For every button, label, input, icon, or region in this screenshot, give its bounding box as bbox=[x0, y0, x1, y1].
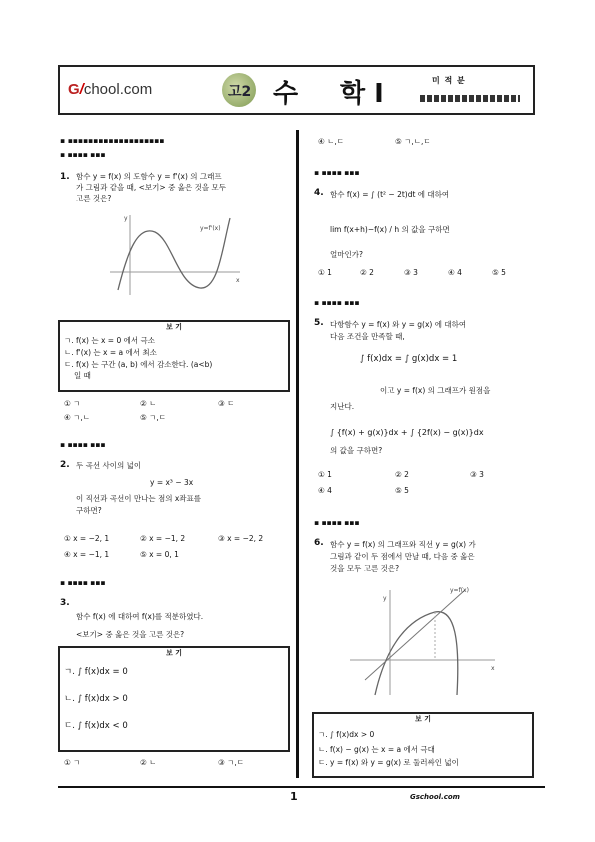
q1-number: 1. bbox=[60, 172, 70, 182]
q3-box-item-3: ㄷ. ∫ f(x)dx < 0 bbox=[64, 721, 128, 731]
q3-number: 3. bbox=[60, 598, 70, 608]
q2-number: 2. bbox=[60, 460, 70, 470]
q5-tag: ▪ ▪▪▪▪ ▪▪▪ bbox=[314, 298, 360, 307]
q4-text-3: 얼마인가? bbox=[330, 250, 363, 259]
q1-graph-y: y bbox=[124, 215, 128, 222]
subject-title-su: 수 bbox=[273, 79, 299, 109]
q1-option-3[interactable]: ③ ㄷ bbox=[218, 399, 235, 408]
q5-formula-2: ∫ {f(x) + g(x)}dx + ∫ {2f(x) − g(x)}dx bbox=[330, 428, 484, 437]
q3-box-title: 보 기 bbox=[166, 649, 182, 657]
q6-box-title: 보 기 bbox=[415, 715, 431, 723]
q1-option-2[interactable]: ② ㄴ bbox=[140, 399, 157, 408]
q5-text-2: 다음 조건을 만족할 때, bbox=[330, 332, 405, 341]
q3-text-1: 함수 f(x) 에 대하여 f(x)를 적분하였다. bbox=[76, 612, 204, 621]
unit-subtitle-bar bbox=[420, 95, 520, 102]
q1-graph-x: x bbox=[236, 277, 240, 284]
q6-text-3: 것을 모두 고른 것은? bbox=[330, 564, 400, 573]
q3-option-4[interactable]: ④ ㄴ,ㄷ bbox=[318, 137, 344, 146]
section-title: ▪ ▪▪▪▪▪▪▪▪▪▪▪▪▪▪▪▪▪▪▪ bbox=[60, 136, 165, 145]
subject-title-hak: 학 I bbox=[340, 79, 384, 109]
q1-box-item-2: ㄴ. f'(x) 는 x = a 에서 최소 bbox=[64, 348, 157, 357]
q1-graph-label: y=f'(x) bbox=[200, 225, 221, 232]
q3-option-2[interactable]: ② ㄴ bbox=[140, 758, 157, 767]
q1-tag: ▪ ▪▪▪▪ ▪▪▪ bbox=[60, 150, 106, 159]
brand-rest: chool.com bbox=[83, 81, 153, 98]
q6-graph-label: y=f(x) bbox=[450, 587, 469, 594]
q4-option-5[interactable]: ⑤ 5 bbox=[492, 268, 506, 277]
q1-graph bbox=[100, 210, 250, 300]
q4-text-1: 함수 f(x) = ∫ (t² − 2t)dt 에 대하여 bbox=[330, 190, 450, 199]
q5-text-3: 이고 y = f(x) 의 그래프가 원점을 bbox=[380, 386, 491, 395]
q6-text-2: 그림과 같이 두 점에서 만날 때, 다음 중 옳은 bbox=[330, 552, 475, 561]
q1-box-item-3: ㄷ. f(x) 는 구간 (a, b) 에서 감소한다. (a<b) bbox=[64, 360, 213, 369]
q6-box-item-3: ㄷ. y = f(x) 와 y = g(x) 로 둘러싸인 넓이 bbox=[318, 758, 459, 767]
q5-option-2[interactable]: ② 2 bbox=[395, 470, 409, 479]
column-divider bbox=[296, 130, 299, 778]
q5-text-4: 지난다. bbox=[330, 402, 355, 411]
q4-option-2[interactable]: ② 2 bbox=[360, 268, 374, 277]
q5-number: 5. bbox=[314, 318, 324, 328]
q4-tag: ▪ ▪▪▪▪ ▪▪▪ bbox=[314, 168, 360, 177]
q1-option-4[interactable]: ④ ㄱ,ㄴ bbox=[64, 413, 90, 422]
q3-option-1[interactable]: ① ㄱ bbox=[64, 758, 81, 767]
q2-option-1[interactable]: ① x = −2, 1 bbox=[64, 534, 110, 543]
q6-graph bbox=[345, 580, 505, 700]
q2-text-2: 이 직선과 곡선이 만나는 점의 x좌표를 bbox=[76, 494, 202, 503]
q5-formula-1: ∫ f(x)dx = ∫ g(x)dx = 1 bbox=[360, 354, 458, 364]
q4-option-3[interactable]: ③ 3 bbox=[404, 268, 418, 277]
q5-text-5: 의 값을 구하면? bbox=[330, 446, 383, 455]
q6-box-item-2: ㄴ. f(x) − g(x) 는 x = a 에서 극대 bbox=[318, 745, 435, 754]
q2-text-3: 구하면? bbox=[76, 506, 102, 515]
q1-text-3: 고른 것은? bbox=[76, 194, 112, 203]
q2-option-5[interactable]: ⑤ x = 0, 1 bbox=[140, 550, 179, 559]
q5-option-5[interactable]: ⑤ 5 bbox=[395, 486, 409, 495]
q2-option-4[interactable]: ④ x = −1, 1 bbox=[64, 550, 110, 559]
footer-copyright[interactable]: Gschool.com bbox=[410, 793, 460, 801]
q4-option-4[interactable]: ④ 4 bbox=[448, 268, 462, 277]
q2-option-2[interactable]: ② x = −1, 2 bbox=[140, 534, 186, 543]
q3-text-2: <보기> 중 옳은 것을 고른 것은? bbox=[76, 630, 185, 639]
q3-box-item-1: ㄱ. ∫ f(x)dx = 0 bbox=[64, 667, 128, 677]
q1-option-5[interactable]: ⑤ ㄱ,ㄷ bbox=[140, 413, 166, 422]
q6-graph-y: y bbox=[383, 595, 387, 602]
q6-number: 6. bbox=[314, 538, 324, 548]
q2-formula: y = x³ − 3x bbox=[150, 478, 194, 487]
q1-choices-box bbox=[58, 320, 290, 392]
page-number: 1 bbox=[290, 790, 298, 803]
q5-option-1[interactable]: ① 1 bbox=[318, 470, 332, 479]
q1-text-1: 함수 y = f(x) 의 도함수 y = f'(x) 의 그래프 bbox=[76, 172, 222, 181]
q5-option-3[interactable]: ③ 3 bbox=[470, 470, 484, 479]
q4-option-1[interactable]: ① 1 bbox=[318, 268, 332, 277]
page-header bbox=[58, 65, 535, 115]
q2-text-1: 두 곡선 사이의 넓이 bbox=[76, 461, 142, 470]
q5-text-1: 다항함수 y = f(x) 와 y = g(x) 에 대하여 bbox=[330, 320, 467, 329]
q4-text-2: lim f(x+h)−f(x) / h 의 값을 구하면 bbox=[330, 225, 450, 234]
q6-box-item-1: ㄱ. ∫ f(x)dx > 0 bbox=[318, 730, 375, 739]
q1-box-item-1: ㄱ. f(x) 는 x = 0 에서 극소 bbox=[64, 336, 155, 345]
brand-g: G bbox=[68, 81, 80, 98]
q6-text-1: 함수 y = f(x) 의 그래프와 직선 y = g(x) 가 bbox=[330, 540, 476, 549]
q3-choices-box bbox=[58, 646, 290, 752]
q1-box-title: 보 기 bbox=[166, 323, 182, 331]
footer-rule bbox=[58, 786, 545, 788]
brand-logo[interactable]: G/chool.com bbox=[68, 81, 153, 98]
q1-text-2: 가 그림과 같을 때, <보기> 중 옳은 것을 모두 bbox=[76, 183, 226, 192]
q1-option-1[interactable]: ① ㄱ bbox=[64, 399, 81, 408]
q3-option-5[interactable]: ⑤ ㄱ,ㄴ,ㄷ bbox=[395, 137, 431, 146]
q6-graph-x: x bbox=[491, 665, 495, 672]
q3-option-3[interactable]: ③ ㄱ,ㄷ bbox=[218, 758, 244, 767]
grade-label: 고2 bbox=[228, 84, 252, 100]
q2-tag: ▪ ▪▪▪▪ ▪▪▪ bbox=[60, 440, 106, 449]
q5-option-4[interactable]: ④ 4 bbox=[318, 486, 332, 495]
q6-tag: ▪ ▪▪▪▪ ▪▪▪ bbox=[314, 518, 360, 527]
q3-box-item-2: ㄴ. ∫ f(x)dx > 0 bbox=[64, 694, 128, 704]
q6-choices-box bbox=[312, 712, 534, 778]
q1-box-item-4: 일 때 bbox=[74, 371, 91, 380]
q2-option-3[interactable]: ③ x = −2, 2 bbox=[218, 534, 264, 543]
q4-number: 4. bbox=[314, 188, 324, 198]
q3-tag: ▪ ▪▪▪▪ ▪▪▪ bbox=[60, 578, 106, 587]
unit-title: 미 적 분 bbox=[432, 76, 466, 85]
